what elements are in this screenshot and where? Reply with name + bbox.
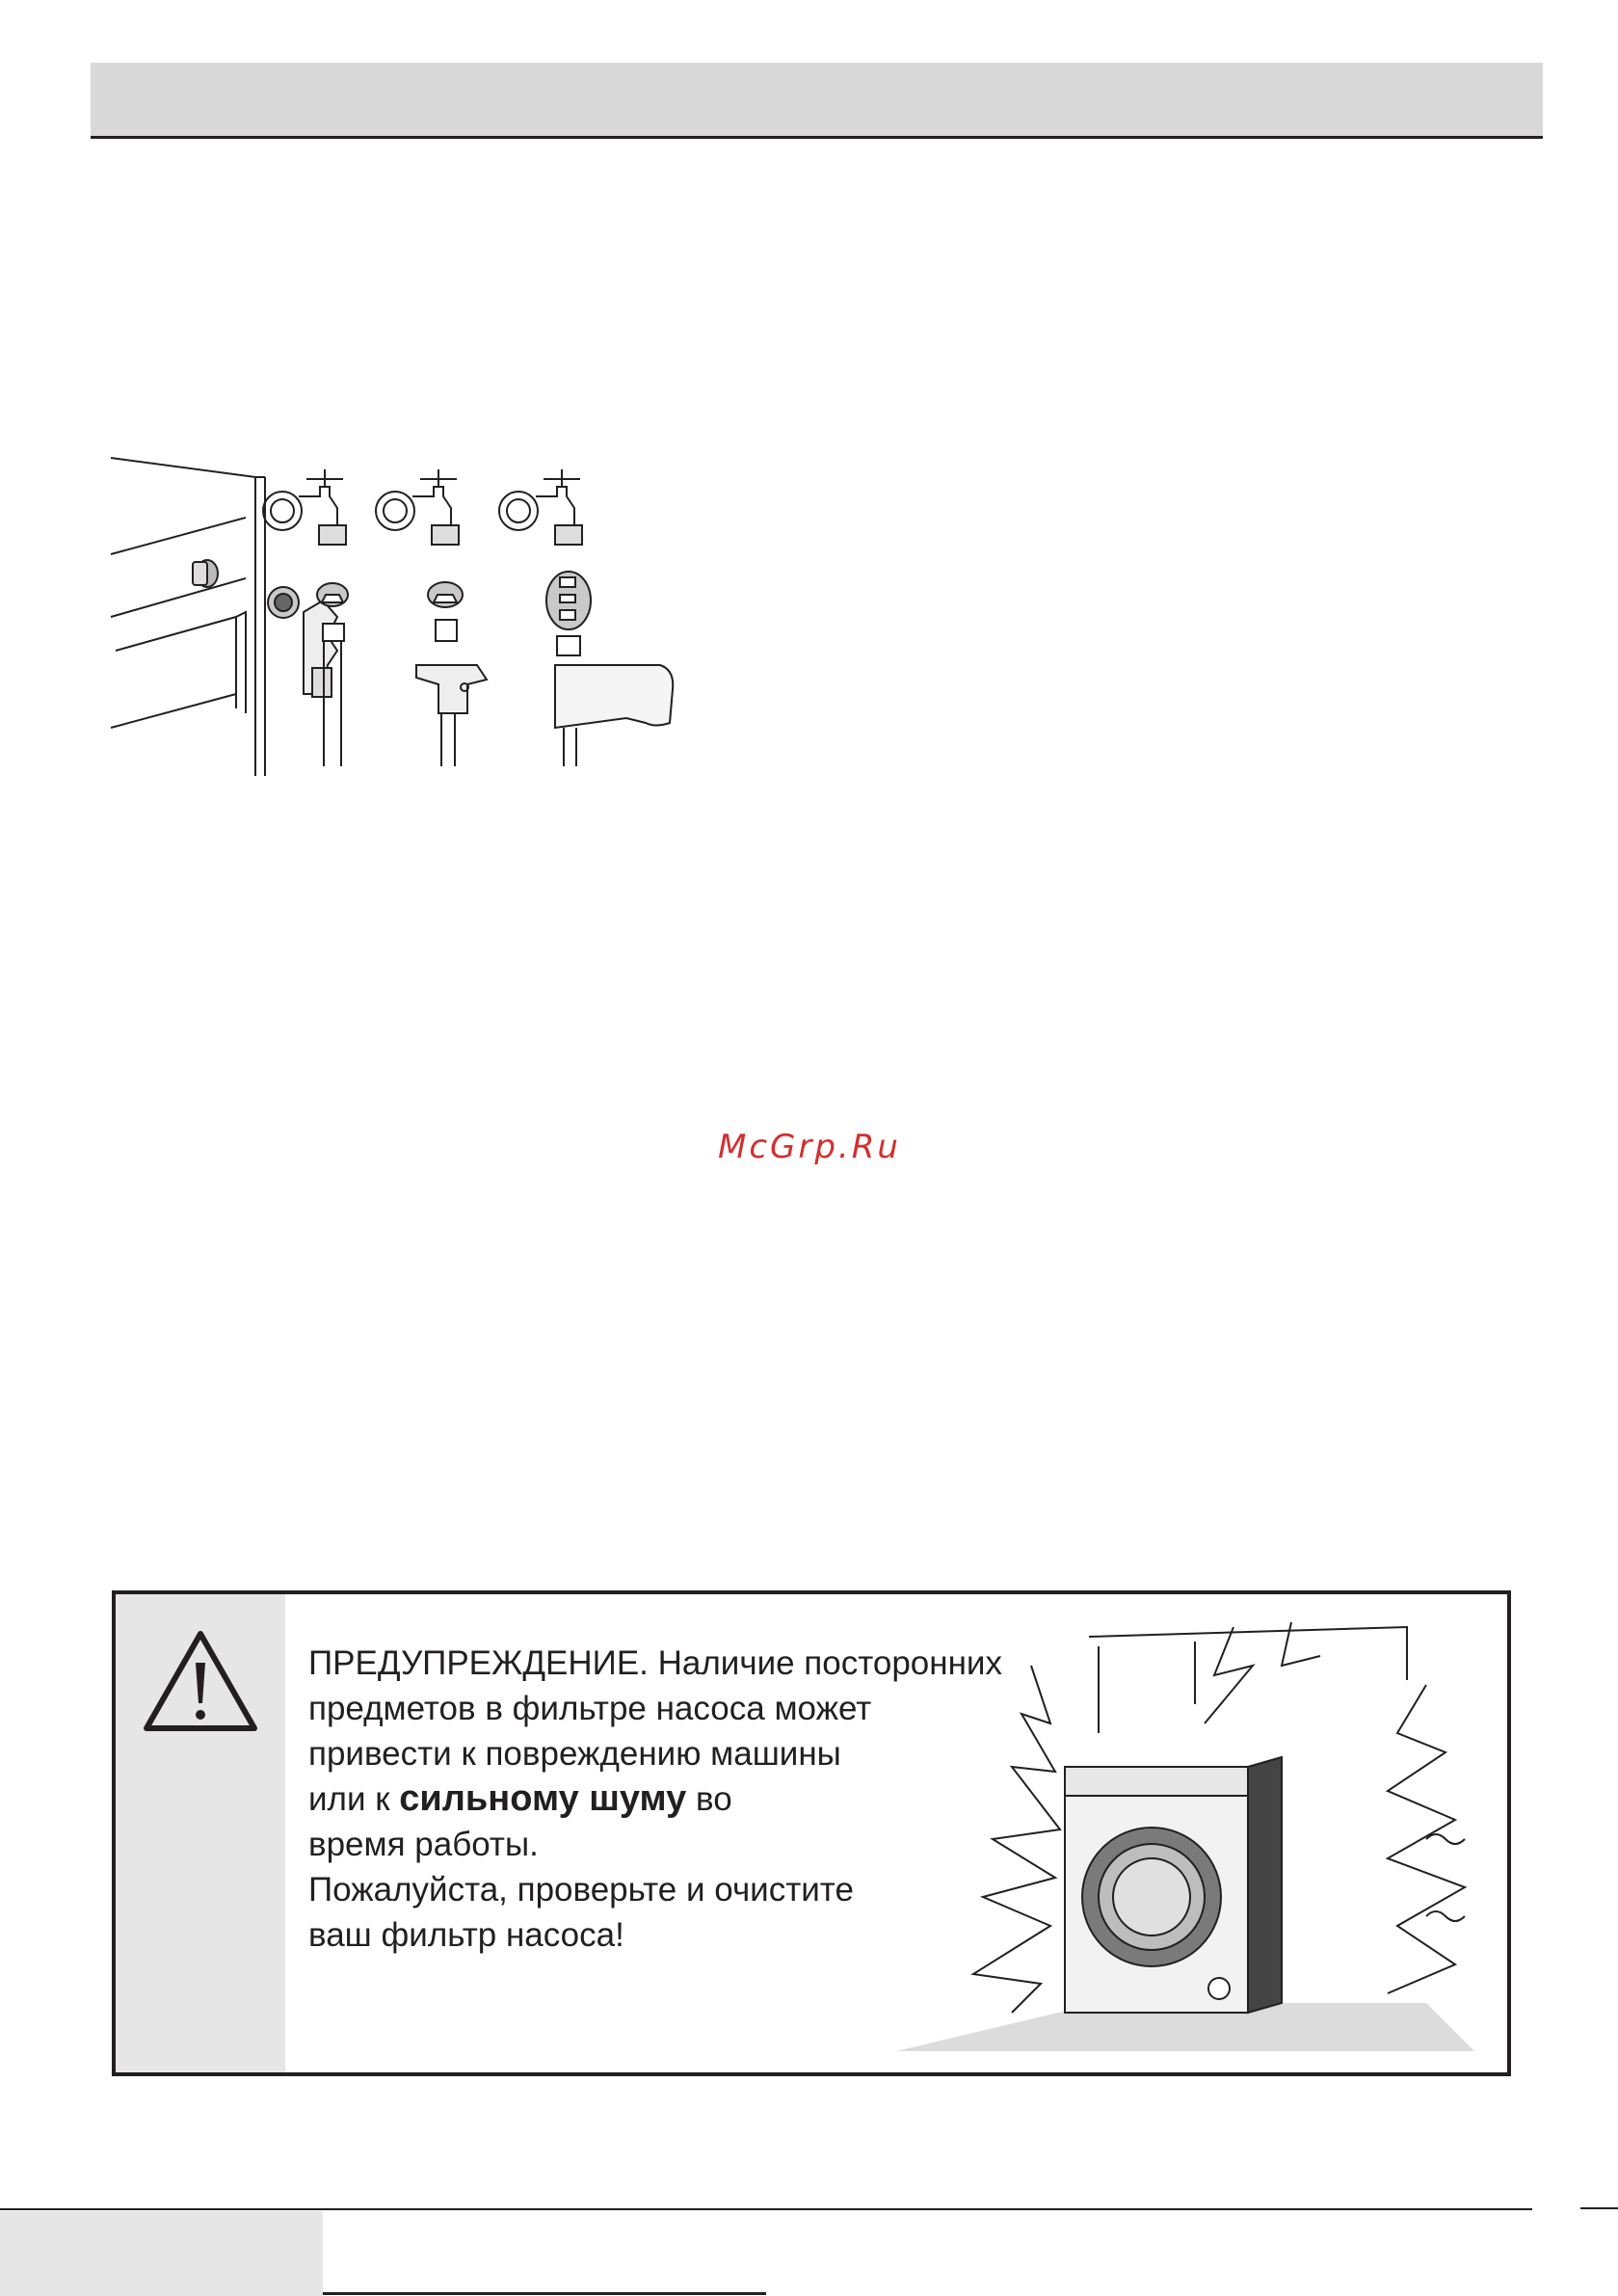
warning-line-6: Пожалуйста, проверьте и очистите	[308, 1871, 854, 1909]
warning-side-panel	[116, 1594, 285, 2072]
watermark: McGrp.Ru	[718, 1128, 901, 1166]
warning-line-3: привести к повреждению машины	[308, 1735, 841, 1773]
footer-bottom-line	[323, 2292, 766, 2295]
warning-line-5: время работы.	[308, 1826, 539, 1863]
noisy-washing-machine-illustration	[887, 1608, 1484, 2070]
warning-line-4: или к сильному шуму во	[308, 1778, 732, 1819]
header-bar	[91, 63, 1543, 139]
footer-line	[0, 2208, 1532, 2210]
footer-tab	[0, 2211, 323, 2296]
warning-box	[112, 1590, 1511, 2076]
warning-line-2: предметов в фильтре насоса может	[308, 1690, 872, 1727]
warning-emphasis: сильному шуму	[399, 1778, 687, 1819]
warning-line-7: ваш фильтр насоса!	[308, 1916, 624, 1954]
warning-lead: ПРЕДУПРЕЖДЕНИЕ.	[308, 1644, 649, 1682]
warning-line-1: ПРЕДУПРЕЖДЕНИЕ. Наличие посторонних	[308, 1644, 1002, 1682]
footer-mark	[1580, 2207, 1618, 2209]
warning-triangle-icon	[141, 1628, 260, 1734]
hose-connection-illustration	[106, 448, 771, 781]
